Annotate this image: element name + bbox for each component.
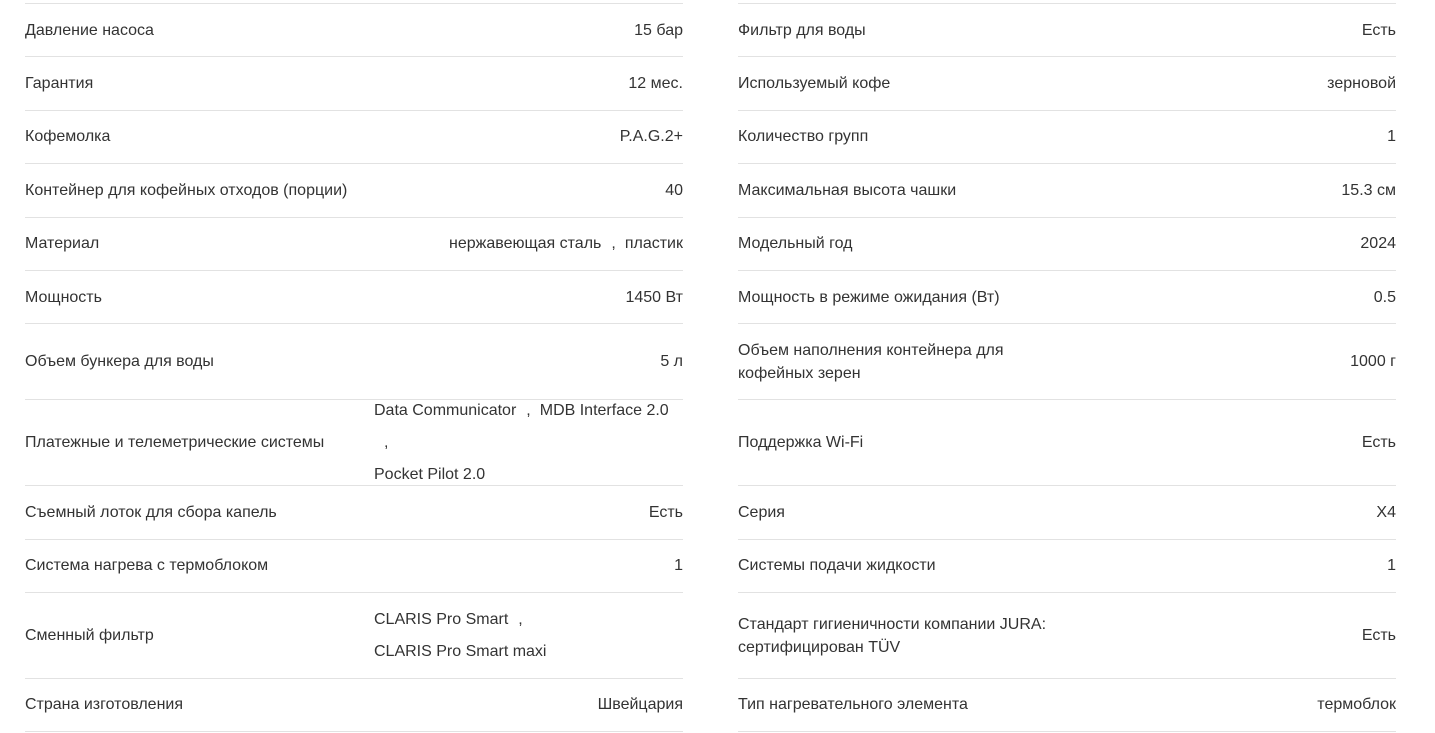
spec-label: Объем наполнения контейнера для кофейных зерен	[738, 341, 1004, 382]
spec-row	[738, 110, 1396, 163]
spec-value-item: пластик	[624, 235, 683, 253]
spec-value: Есть	[648, 504, 683, 522]
spec-value: 12 мес.	[628, 75, 683, 93]
spec-value: 2024	[1360, 235, 1396, 253]
spec-label: Сменный фильтр	[25, 627, 154, 645]
spec-value: 1	[674, 557, 683, 575]
spec-row	[738, 592, 1396, 678]
spec-row	[738, 56, 1396, 109]
spec-row	[25, 678, 683, 731]
spec-row	[25, 592, 683, 678]
spec-value: 0.5	[1373, 288, 1396, 306]
spec-label: Кофемолка	[25, 128, 111, 146]
spec-row	[738, 678, 1396, 731]
spec-row	[25, 270, 683, 323]
spec-value: Есть	[1361, 627, 1396, 645]
spec-value: X4	[1376, 504, 1396, 522]
spec-value: Швейцария	[597, 696, 683, 714]
value-separator: ,	[611, 235, 616, 253]
spec-label: Страна изготовления	[25, 696, 184, 714]
spec-row	[738, 323, 1396, 399]
spec-row	[25, 56, 683, 109]
spec-row	[738, 217, 1396, 270]
value-separator: ,	[526, 401, 531, 419]
spec-value-item: нержавеющая сталь	[449, 235, 602, 253]
spec-row	[25, 399, 683, 485]
spec-value: P.A.G.2+	[619, 128, 683, 146]
spec-label: Количество групп	[738, 128, 869, 146]
spec-row	[25, 110, 683, 163]
spec-label: Серия	[738, 504, 785, 522]
spec-value: термоблок	[1317, 696, 1396, 714]
spec-value: Есть	[1361, 434, 1396, 452]
spec-label: Материал	[25, 235, 100, 253]
spec-value	[449, 232, 683, 255]
spec-label: Поддержка Wi-Fi	[738, 434, 864, 452]
spec-label: Используемый кофе	[738, 75, 891, 93]
spec-label: Модельный год	[738, 235, 853, 253]
spec-row	[25, 323, 683, 399]
spec-value: 1000 г	[1350, 353, 1396, 371]
spec-value-item: Pocket Pilot 2.0	[374, 465, 486, 483]
spec-label: Фильтр для воды	[738, 21, 866, 39]
spec-column-right	[738, 3, 1396, 732]
spec-value: 1	[1387, 128, 1396, 146]
spec-row	[738, 485, 1396, 538]
spec-row	[25, 217, 683, 270]
spec-label: Съемный лоток для сбора капель	[25, 504, 277, 522]
spec-row	[25, 539, 683, 592]
spec-row	[25, 485, 683, 538]
spec-label: Максимальная высота чашки	[738, 181, 957, 199]
spec-value: Есть	[1361, 21, 1396, 39]
spec-label: Платежные и телеметрические системы	[25, 434, 325, 452]
spec-row	[25, 163, 683, 216]
spec-label: Мощность в режиме ожидания (Вт)	[738, 288, 1000, 306]
spec-label: Системы подачи жидкости	[738, 557, 936, 575]
spec-row	[738, 399, 1396, 485]
spec-row	[738, 163, 1396, 216]
spec-label: Стандарт гигиеничности компании JURA: сертифицирован TÜV	[738, 615, 1047, 656]
spec-label: Тип нагревательного элемента	[738, 696, 968, 714]
spec-value: 1450 Вт	[625, 288, 683, 306]
spec-value: зерновой	[1327, 75, 1396, 93]
spec-value-item: CLARIS Pro Smart	[374, 610, 509, 628]
spec-value: 15.3 см	[1341, 181, 1396, 199]
spec-value-item: CLARIS Pro Smart maxi	[374, 642, 547, 660]
spec-value: 5 л	[660, 353, 683, 371]
spec-value-item: Data Communicator	[374, 401, 517, 419]
spec-row	[25, 3, 683, 56]
spec-row	[738, 539, 1396, 592]
spec-value: 1	[1387, 557, 1396, 575]
value-separator: ,	[518, 610, 523, 628]
spec-value	[374, 604, 683, 668]
spec-row	[738, 3, 1396, 56]
spec-value: 40	[665, 181, 683, 199]
spec-value: 15 бар	[634, 21, 683, 39]
spec-value	[374, 395, 683, 491]
spec-label: Система нагрева с термоблоком	[25, 557, 269, 575]
spec-column-left	[25, 3, 683, 732]
spec-label: Контейнер для кофейных отходов (порции)	[25, 181, 348, 199]
spec-label: Мощность	[25, 288, 102, 306]
value-separator: ,	[384, 433, 389, 451]
spec-row	[738, 270, 1396, 323]
spec-label: Гарантия	[25, 75, 94, 93]
spec-value-item: MDB Interface 2.0	[539, 401, 669, 419]
spec-label: Давление насоса	[25, 21, 154, 39]
spec-label: Объем бункера для воды	[25, 353, 214, 371]
